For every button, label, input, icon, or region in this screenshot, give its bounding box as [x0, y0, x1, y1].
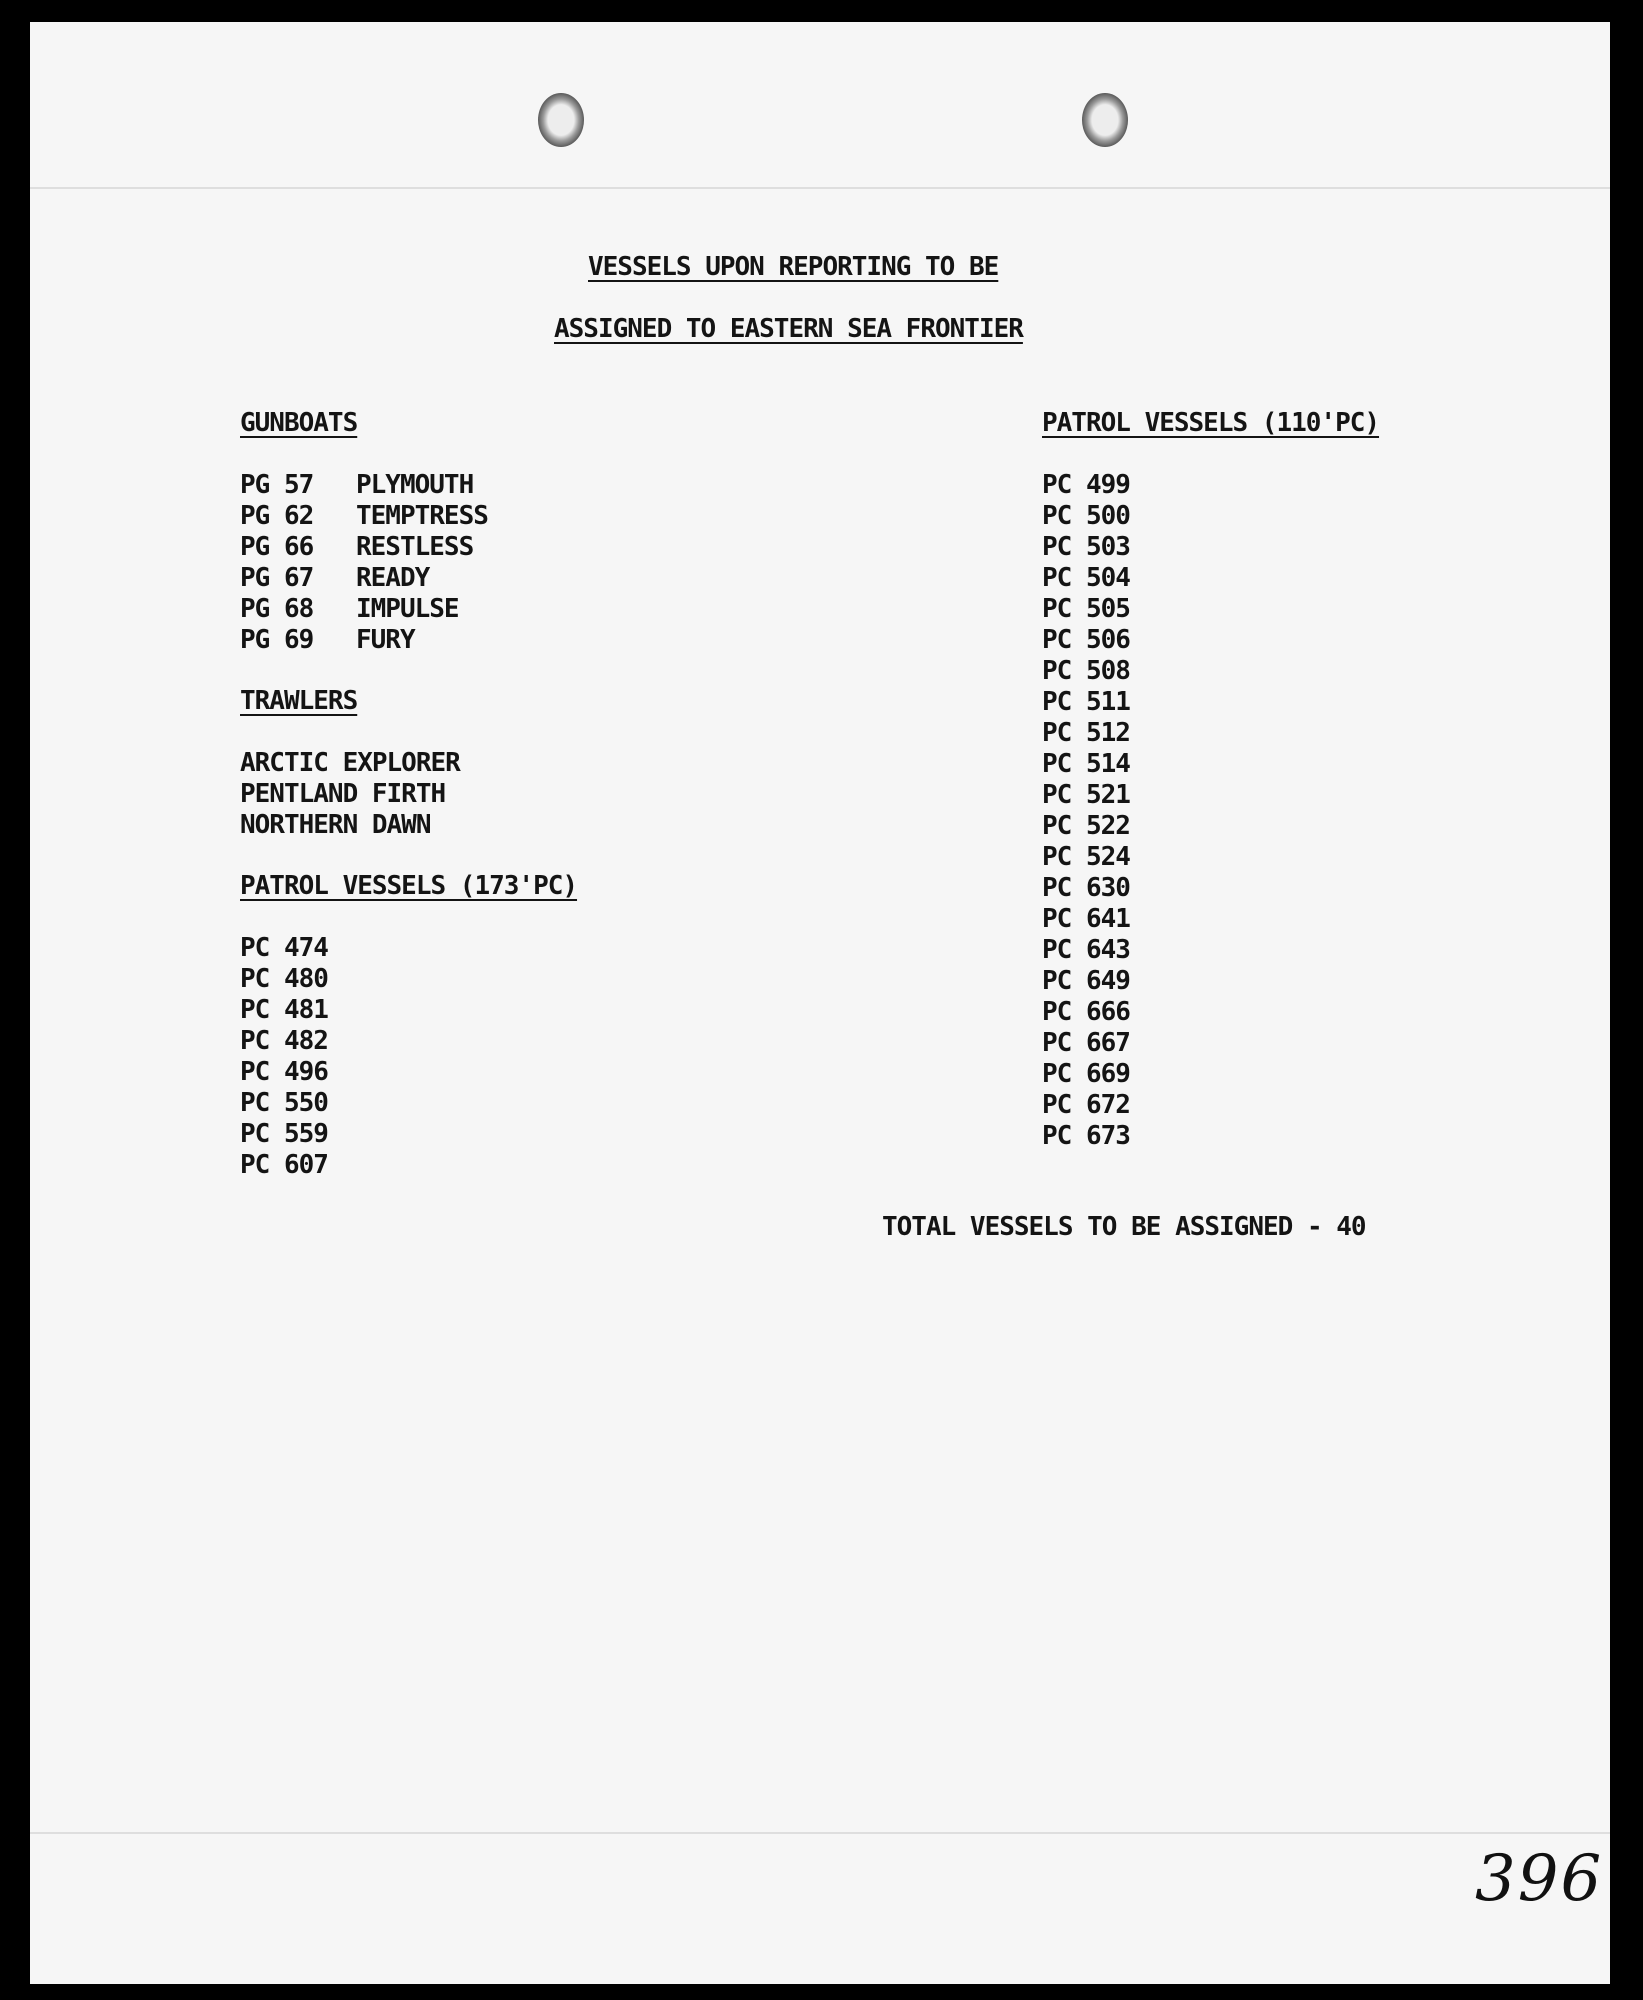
trawlers-list: [240, 748, 460, 841]
patrol-173-item: PC 480: [240, 964, 328, 994]
page-number: 396: [1475, 1842, 1604, 1916]
gunboat-hull-number: PG 67: [240, 563, 314, 593]
patrol-110-item: PC 522: [1042, 811, 1130, 841]
patrol-110-list: [1042, 470, 1130, 1152]
gunboat-name: IMPULSE: [356, 594, 459, 624]
total-vessels: TOTAL VESSELS TO BE ASSIGNED - 40: [882, 1212, 1366, 1242]
gunboat-hull-number: PG 69: [240, 625, 314, 655]
gunboat-row: [240, 594, 488, 625]
trawler-item: NORTHERN DAWN: [240, 810, 431, 840]
patrol-110-item: PC 504: [1042, 563, 1130, 593]
gunboats-list: [240, 470, 488, 656]
gunboat-hull-number: PG 66: [240, 532, 314, 562]
patrol-173-item: PC 496: [240, 1057, 328, 1087]
gunboat-name: PLYMOUTH: [356, 470, 474, 500]
patrol-110-item: PC 521: [1042, 780, 1130, 810]
patrol-173-item: PC 559: [240, 1119, 328, 1149]
patrol-110-item: PC 508: [1042, 656, 1130, 686]
patrol-173-list: [240, 933, 328, 1181]
title-line-1: VESSELS UPON REPORTING TO BE: [588, 252, 999, 282]
patrol-110-item: PC 506: [1042, 625, 1130, 655]
trawlers-heading: TRAWLERS: [240, 686, 358, 716]
patrol-110-item: PC 505: [1042, 594, 1130, 624]
patrol-110-item: PC 649: [1042, 966, 1130, 996]
patrol-110-item: PC 512: [1042, 718, 1130, 748]
patrol-110-heading: PATROL VESSELS (110'PC): [1042, 408, 1380, 438]
patrol-110-item: PC 672: [1042, 1090, 1130, 1120]
title-line-2: ASSIGNED TO EASTERN SEA FRONTIER: [554, 314, 1023, 344]
patrol-110-item: PC 499: [1042, 470, 1130, 500]
gunboat-row: [240, 532, 488, 563]
gunboat-name: RESTLESS: [356, 532, 474, 562]
scan-line-top: [30, 187, 1610, 189]
trawler-item: PENTLAND FIRTH: [240, 779, 446, 809]
gunboats-heading: GUNBOATS: [240, 408, 358, 438]
patrol-110-item: PC 673: [1042, 1121, 1130, 1151]
patrol-173-item: PC 481: [240, 995, 328, 1025]
patrol-110-item: PC 630: [1042, 873, 1130, 903]
gunboat-row: [240, 501, 488, 532]
gunboat-row: [240, 563, 488, 594]
patrol-110-item: PC 500: [1042, 501, 1130, 531]
gunboat-hull-number: PG 62: [240, 501, 314, 531]
patrol-110-item: PC 641: [1042, 904, 1130, 934]
patrol-173-heading: PATROL VESSELS (173'PC): [240, 871, 578, 901]
gunboat-row: [240, 625, 488, 656]
patrol-110-item: PC 511: [1042, 687, 1130, 717]
patrol-110-item: PC 666: [1042, 997, 1130, 1027]
patrol-110-item: PC 524: [1042, 842, 1130, 872]
gunboat-row: [240, 470, 488, 501]
gunboat-hull-number: PG 57: [240, 470, 314, 500]
patrol-173-item: PC 474: [240, 933, 328, 963]
punch-hole-left-icon: [538, 93, 584, 147]
punch-hole-right-icon: [1082, 93, 1128, 147]
gunboat-name: READY: [356, 563, 430, 593]
patrol-110-item: PC 514: [1042, 749, 1130, 779]
gunboat-name: FURY: [356, 625, 415, 655]
patrol-173-item: PC 550: [240, 1088, 328, 1118]
patrol-110-item: PC 503: [1042, 532, 1130, 562]
trawler-item: ARCTIC EXPLORER: [240, 748, 460, 778]
gunboat-name: TEMPTRESS: [356, 501, 488, 531]
patrol-173-item: PC 482: [240, 1026, 328, 1056]
document-page: [30, 22, 1610, 1984]
scan-line-bottom: [30, 1832, 1610, 1834]
patrol-110-item: PC 667: [1042, 1028, 1130, 1058]
patrol-110-item: PC 643: [1042, 935, 1130, 965]
gunboat-hull-number: PG 68: [240, 594, 314, 624]
patrol-173-item: PC 607: [240, 1150, 328, 1180]
patrol-110-item: PC 669: [1042, 1059, 1130, 1089]
